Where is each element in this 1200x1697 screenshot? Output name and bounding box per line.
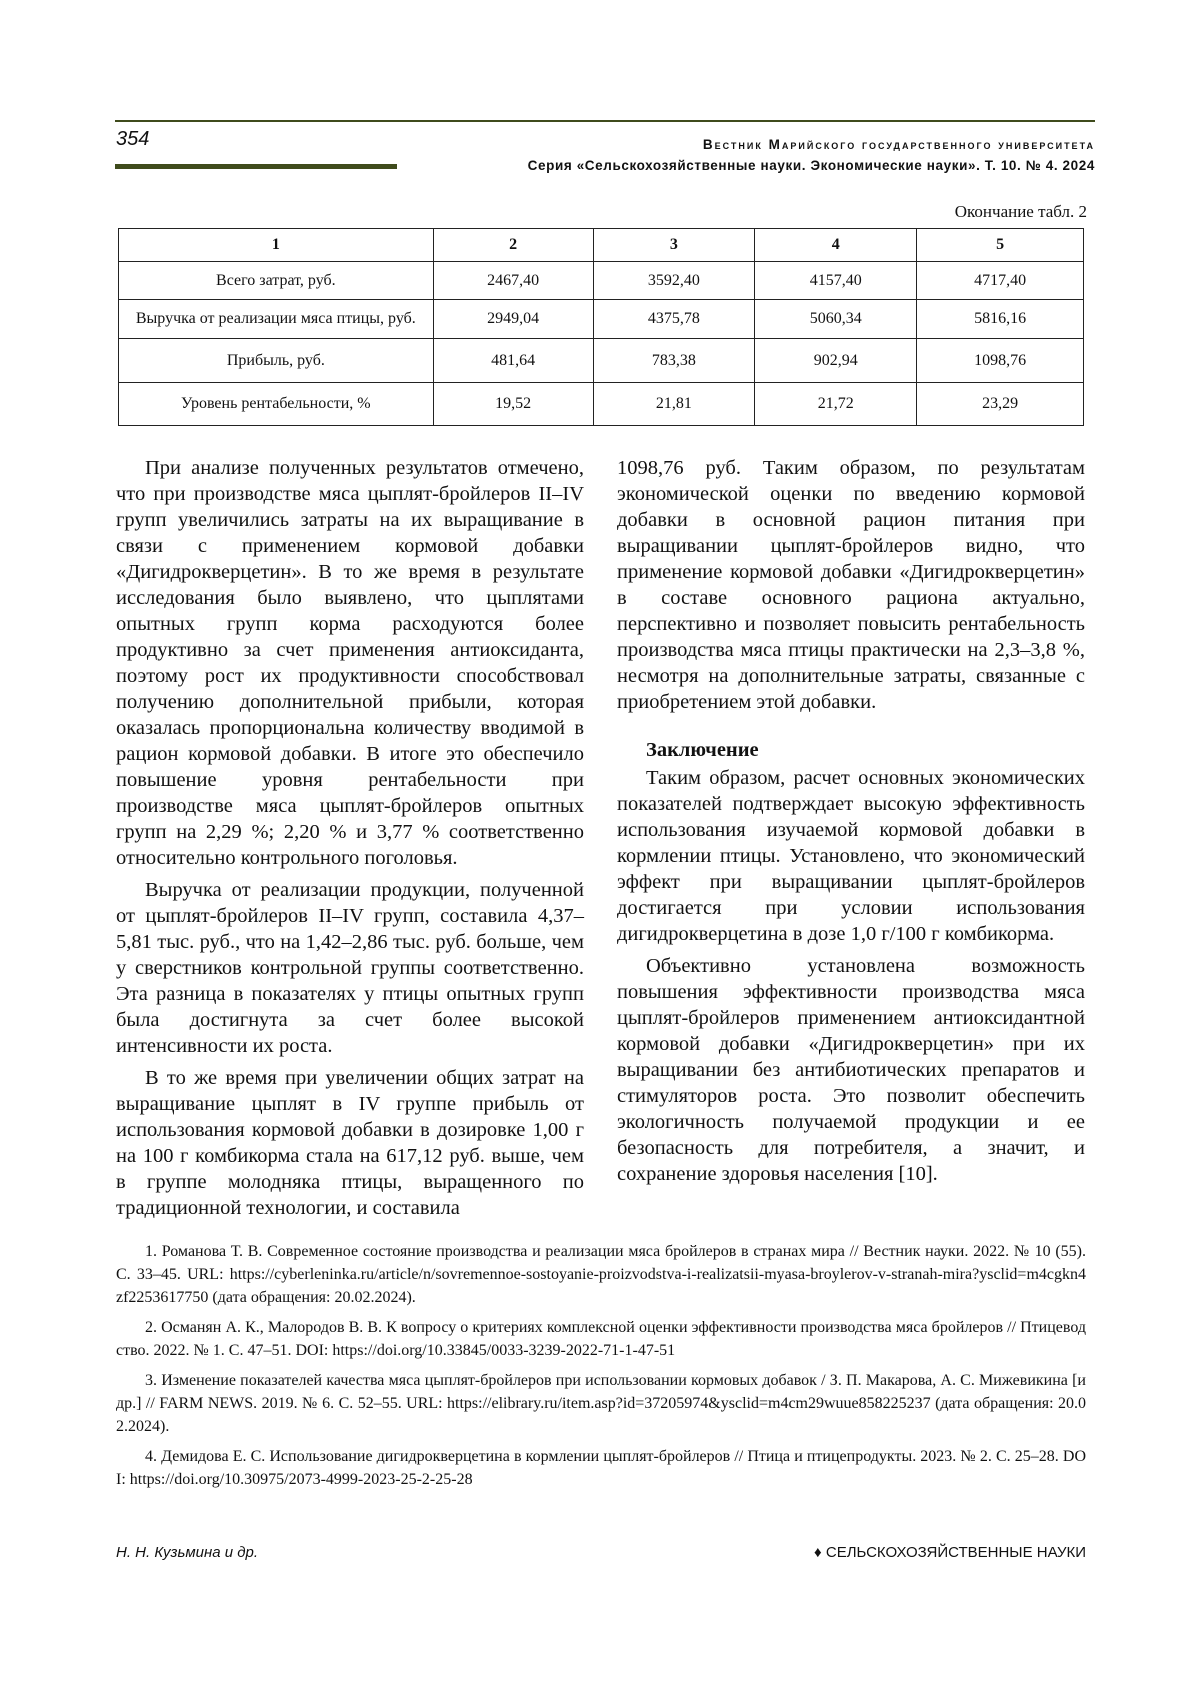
footer-authors: Н. Н. Кузьмина и др.	[116, 1544, 259, 1561]
body-paragraph: Выручка от реализации продукции, полученной от цыплят-бройлеров II–IV групп, составила 4,37–5,81 тыс. руб., что на 1,42–2,86 тыс. руб. больше, чем у сверстников контрольной группы соответственно. Эта разница в показателях у птицы опытных групп была достигнута за счет более высокой интенсивности их роста.	[116, 879, 584, 1057]
table-cell: 5060,34	[755, 300, 917, 339]
table-cell: 481,64	[433, 339, 593, 383]
body-paragraph: В то же время при увеличении общих затрат на выращивание цыплят в IV группе прибыль от использования кормовой добавки в дозировке 1,00 г на 100 г комбикорма стала на 617,12 руб. выше, чем в группе молодняка птицы, выращенного по традиционной технологии, и составила	[116, 1067, 584, 1219]
body-paragraph: Объективно установлена возможность повышения эффективности производства мяса цыплят-бройлеров применением антиоксидантной кормовой добавки «Дигидрокверцетин» при их выращивании без антибиотических препаратов и стимуляторов роста. Это позволит обеспечить экологичность получаемой продукции и ее безопасность для потребителя, а значит, и сохранение здоровья населения [10].	[617, 955, 1085, 1185]
reference-item: 3. Изменение показателей качества мяса цыплят-бройлеров при использовании кормовых добавок / З. П. Макарова, А. С. Мижевикина [и др.] // FARM NEWS. 2019. № 6. С. 52–55. URL: https://elibrary.ru/item.asp?id=37205974&ysclid=m4cm29wuue858225237 (дата обращения: 20.02.2024).	[116, 1372, 1086, 1435]
table-cell: Всего затрат, руб.	[119, 262, 434, 300]
footer-section: ♦ СЕЛЬСКОХОЗЯЙСТВЕННЫЕ НАУКИ	[814, 1544, 1086, 1561]
table-header-cell: 2	[433, 229, 593, 262]
table-header-cell: 4	[755, 229, 917, 262]
table-cell: 4157,40	[755, 262, 917, 300]
body-paragraph: При анализе полученных результатов отмечено, что при производстве мяса цыплят-бройлеров II–IV групп увеличились затраты на их выращивание в связи с применением кормовой добавки «Дигидрокверцетин». В то же время в результате исследования было выявлено, что цыплятами опытных групп корма расходуются более продуктивно за счет применения антиоксиданта, поэтому рост их продуктивности способствовал получению дополнительной прибыли, которая оказалась пропорциональна количеству вводимой в рацион кормовой добавки. В итоге это обеспечило повышение уровня рентабельности при производстве мяса цыплят-бройлеров опытных групп на 2,29 %; 2,20 % и 3,77 % соответственно относительно контрольного поголовья.	[116, 457, 584, 869]
table-cell: 3592,40	[593, 262, 755, 300]
journal-title: Вестник Марийского государственного университета	[702, 137, 1095, 152]
header-rule	[115, 120, 1095, 122]
conclusion-heading: Заключение	[646, 739, 759, 761]
body-paragraph-continued: 1098,76 руб. Таким образом, по результатам экономической оценки по введению кормовой добавки в основной рацион питания при выращивании цыплят-бройлеров видно, что применение кормовой добавки «Дигидрокверцетин» в составе основного рациона актуально, перспективно и позволяет повысить рентабельность производства мяса птицы практически на 2,3–3,8 %, несмотря на дополнительные затраты, связанные с приобретением этой добавки.	[617, 457, 1085, 713]
data-table	[118, 228, 1084, 426]
journal-series: Серия «Сельскохозяйственные науки. Экономические науки». Т. 10. № 4. 2024	[527, 158, 1095, 173]
table-cell: 23,29	[917, 383, 1084, 426]
table-cell: Уровень рентабельности, %	[119, 383, 434, 426]
table-cell: Прибыль, руб.	[119, 339, 434, 383]
table-cell: 21,81	[593, 383, 755, 426]
page-number: 354	[116, 128, 150, 150]
reference-item: 2. Османян А. К., Малородов В. В. К вопросу о критериях комплексной оценки эффективности производства мяса бройлеров // Птицеводство. 2022. № 1. С. 47–51. DOI: https://doi.org/10.33845/0033-3239-2022-71-1-47-51	[116, 1319, 1086, 1359]
table-cell: 4717,40	[917, 262, 1084, 300]
table-header-row	[119, 229, 1084, 262]
table-header-cell: 1	[119, 229, 434, 262]
table-row	[119, 339, 1084, 383]
table-cell: 902,94	[755, 339, 917, 383]
body-column-right	[617, 455, 1085, 1193]
table-cell: 21,72	[755, 383, 917, 426]
table-caption: Окончание табл. 2	[954, 202, 1087, 221]
table-cell: 4375,78	[593, 300, 755, 339]
table-cell: 2467,40	[433, 262, 593, 300]
table-header-cell: 3	[593, 229, 755, 262]
table-cell: 19,52	[433, 383, 593, 426]
body-column-left	[116, 455, 584, 1227]
table-row	[119, 383, 1084, 426]
table-header-cell: 5	[917, 229, 1084, 262]
reference-item: 1. Романова Т. В. Современное состояние производства и реализации мяса бройлеров в странах мира // Вестник науки. 2022. № 10 (55). С. 33–45. URL: https://cyberleninka.ru/article/n/sovremennoe-sostoyanie-proizvodstva-i-realizatsii-myasa-broylerov-v-stranah-mira?ysclid=m4cgkn4zf2253617750 (дата обращения: 20.02.2024).	[116, 1243, 1086, 1306]
reference-list	[116, 1240, 1086, 1498]
table-cell: 783,38	[593, 339, 755, 383]
table-row	[119, 300, 1084, 339]
table-cell: 1098,76	[917, 339, 1084, 383]
header-accent-bar	[115, 164, 397, 169]
reference-item: 4. Демидова Е. С. Использование дигидрокверцетина в кормлении цыплят-бройлеров // Птица и птицепродукты. 2023. № 2. С. 25–28. DOI: https://doi.org/10.30975/2073-4999-2023-25-2-25-28	[116, 1448, 1086, 1488]
table-cell: 5816,16	[917, 300, 1084, 339]
body-paragraph: Таким образом, расчет основных экономических показателей подтверждает высокую эффективность использования изучаемой кормовой добавки в кормлении птицы. Установлено, что экономический эффект при выращивании цыплят-бройлеров достигается при условии использования дигидрокверцетина в дозе 1,0 г/100 г комбикорма.	[617, 767, 1085, 945]
table-row	[119, 262, 1084, 300]
table-cell: Выручка от реализации мяса птицы, руб.	[119, 300, 434, 339]
table-cell: 2949,04	[433, 300, 593, 339]
